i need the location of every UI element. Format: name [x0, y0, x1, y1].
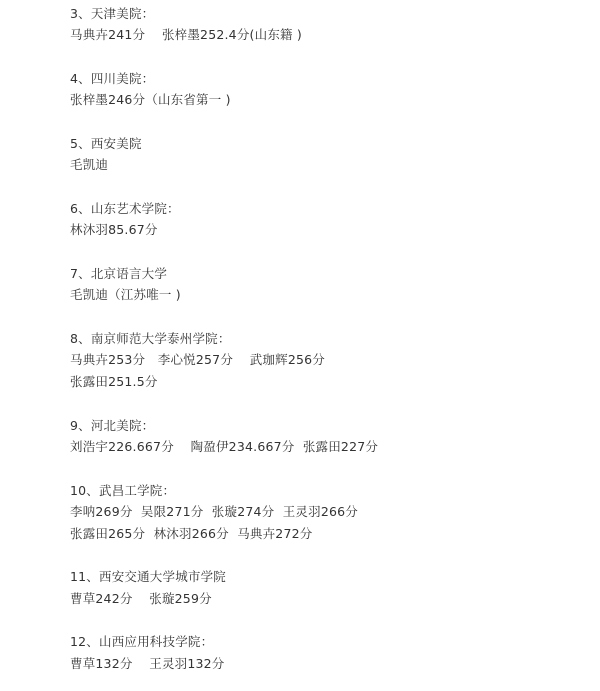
score-line: 张露田265分 林沐羽266分 马典卉272分 [70, 526, 313, 541]
section-heading: 5、西安美院 [70, 136, 142, 151]
score-line: 张梓墨246分（山东省第一 ) [70, 92, 231, 107]
section-heading: 3、天津美院： [70, 6, 155, 21]
score-line: 毛凯迪（江苏唯一 ) [70, 287, 181, 302]
section-heading: 8、南京师范大学泰州学院： [70, 331, 231, 346]
section-heading: 11、西安交通大学城市学院 [70, 569, 227, 584]
score-line: 李呐269分 吴限271分 张璇274分 王灵羽266分 [70, 504, 358, 519]
section-heading: 7、北京语言大学 [70, 266, 168, 281]
score-line: 马典卉253分 李心悦257分 武珈辉256分 [70, 352, 325, 367]
section-heading: 12、山西应用科技学院： [70, 634, 214, 649]
section-heading: 10、武昌工学院： [70, 483, 176, 498]
score-line: 张露田251.5分 [70, 374, 158, 389]
section-heading: 4、四川美院： [70, 71, 155, 86]
score-line: 林沐羽85.67分 [70, 222, 158, 237]
score-line: 曹草242分 张璇259分 [70, 591, 212, 606]
section-heading: 6、山东艺术学院： [70, 201, 180, 216]
score-line: 毛凯迪 [70, 157, 109, 172]
section-heading: 9、河北美院： [70, 418, 155, 433]
score-line: 刘浩宇226.667分 陶盈伊234.667分 张露田227分 [70, 439, 379, 454]
score-line: 曹草132分 王灵羽132分 [70, 656, 225, 671]
score-line: 马典卉241分 张梓墨252.4分(山东籍 ) [70, 27, 302, 42]
